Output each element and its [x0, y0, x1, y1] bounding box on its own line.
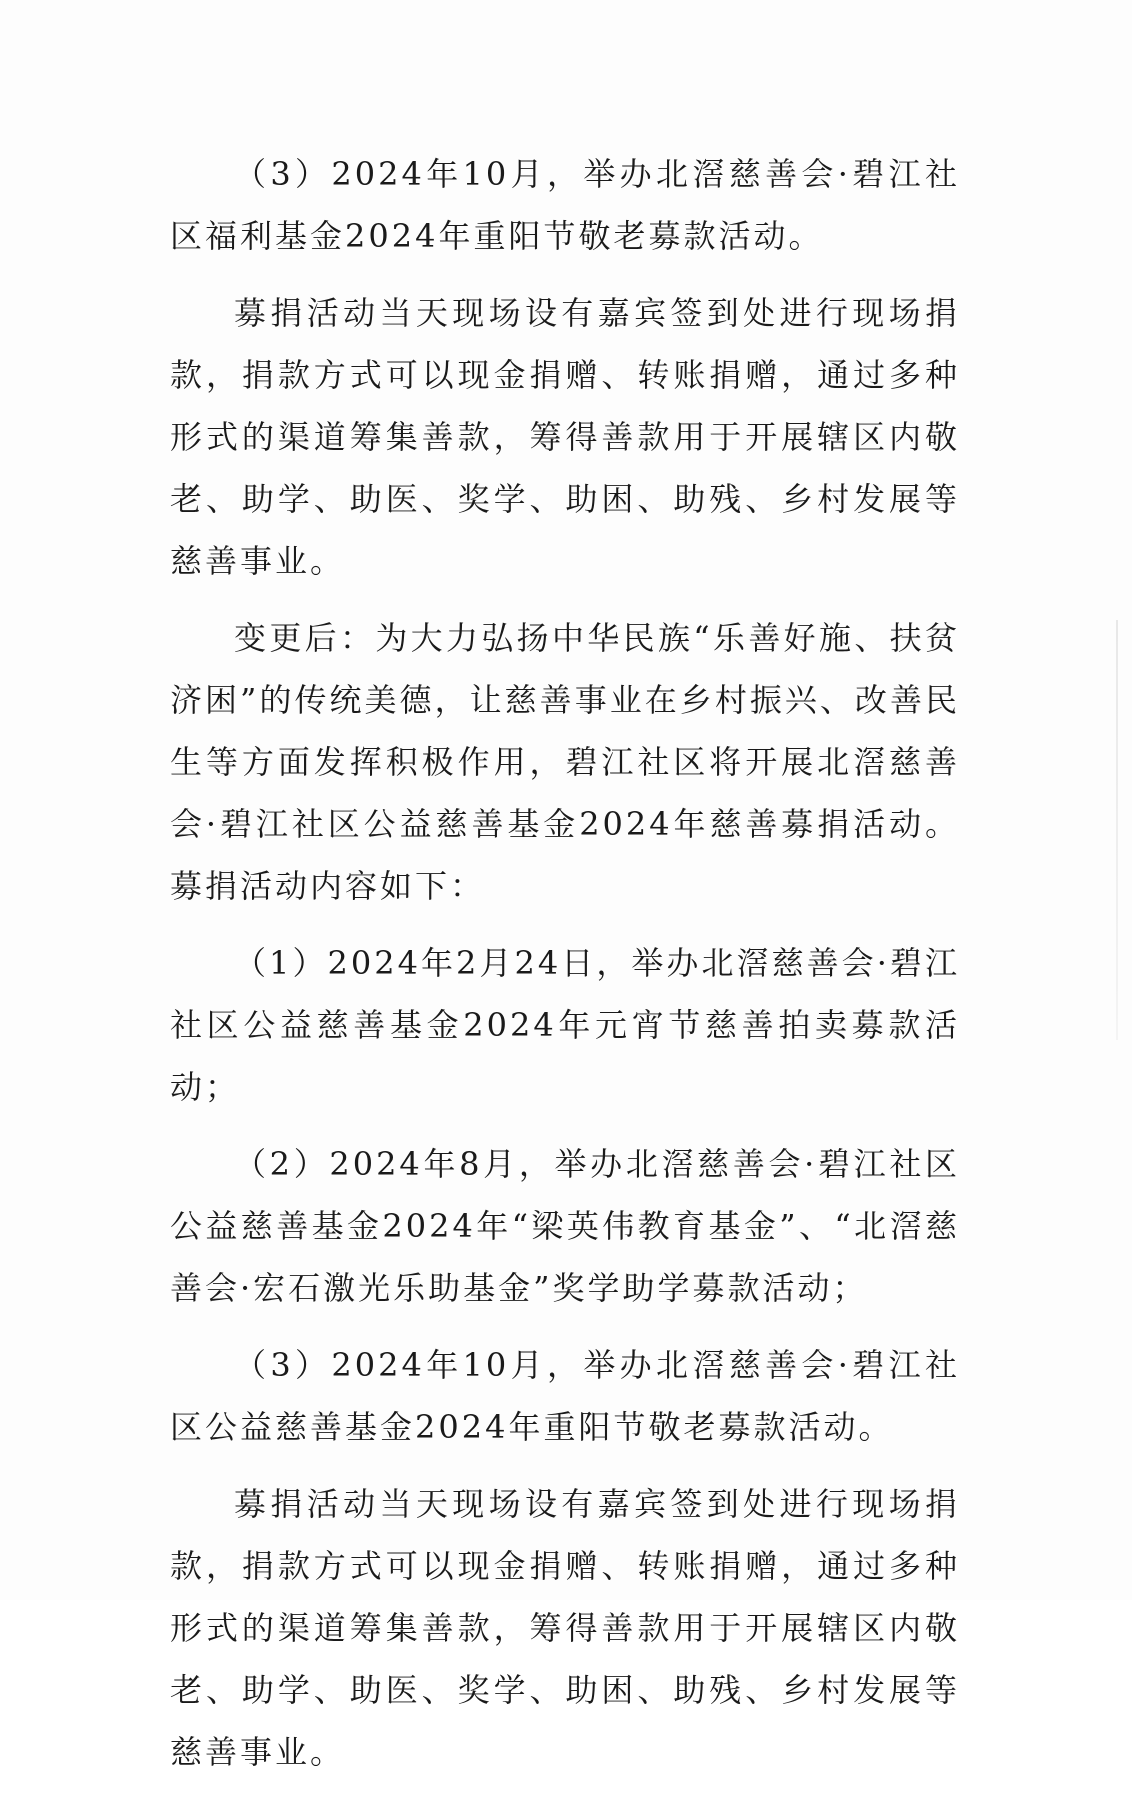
paragraph-donation-method-original: 募捐活动当天现场设有嘉宾签到处进行现场捐款，捐款方式可以现金捐赠、转账捐赠，通过多种形式的渠道筹集善款，筹得善款用于开展辖区内敬老、助学、助医、奖学、助困、助残、乡村发展等慈善事业。	[170, 294, 960, 580]
paragraph-donation-method-revised: 募捐活动当天现场设有嘉宾签到处进行现场捐款，捐款方式可以现金捐赠、转账捐赠，通过多种形式的渠道筹集善款，筹得善款用于开展辖区内敬老、助学、助医、奖学、助困、助残、乡村发展等慈善事业。	[170, 1485, 960, 1771]
paragraph-event-3-public-fund: （3）2024年10月，举办北滘慈善会·碧江社区公益慈善基金2024年重阳节敬老募款活动。	[170, 1346, 960, 1446]
paragraph-after-change: 变更后：为大力弘扬中华民族“乐善好施、扶贫济困”的传统美德，让慈善事业在乡村振兴、改善民生等方面发挥积极作用，碧江社区将开展北滘慈善会·碧江社区公益慈善基金2024年慈善募捐活动。募捐活动内容如下：	[170, 619, 960, 905]
paragraph-event-3-welfare-fund: （3）2024年10月，举办北滘慈善会·碧江社区福利基金2024年重阳节敬老募款活动。	[170, 155, 960, 255]
paragraph-event-1-lantern: （1）2024年2月24日，举办北滘慈善会·碧江社区公益慈善基金2024年元宵节慈善拍卖募款活动；	[170, 944, 960, 1106]
scan-edge-shadow	[1116, 620, 1118, 1040]
document-body	[170, 143, 960, 1798]
paragraph-event-2-scholarship: （2）2024年8月，举办北滘慈善会·碧江社区公益慈善基金2024年“梁英伟教育基金”、“北滘慈善会·宏石激光乐助基金”奖学助学募款活动；	[170, 1145, 960, 1307]
